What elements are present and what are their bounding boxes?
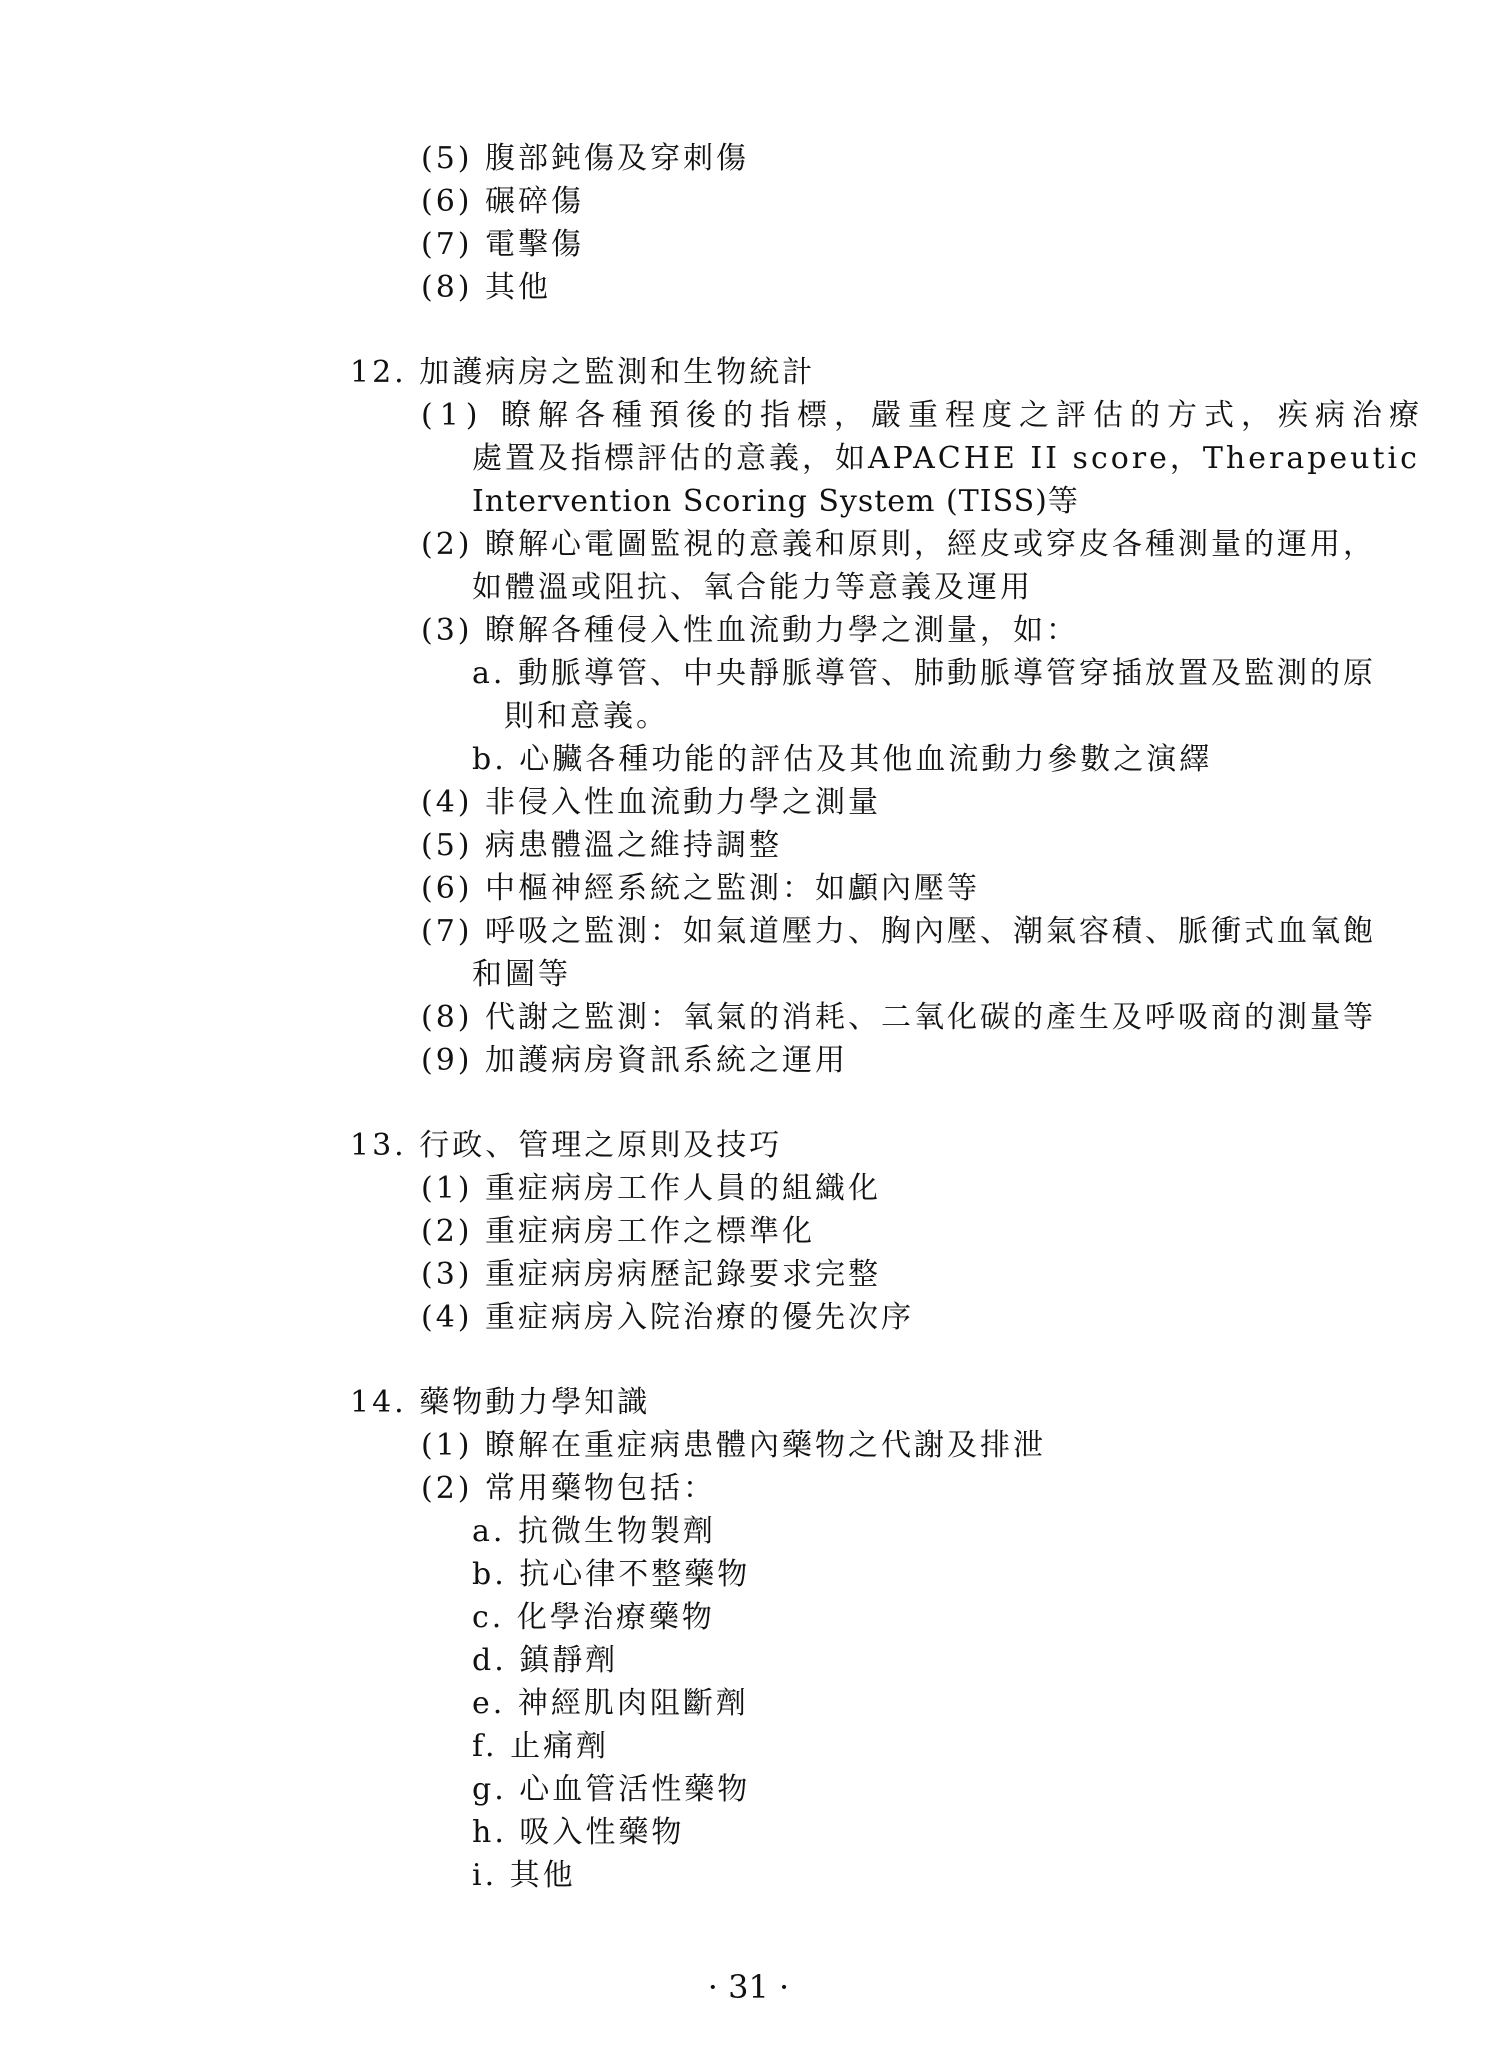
sec12-item-3b: b. 心臟各種功能的評估及其他血流動力參數之演繹 — [472, 742, 1213, 777]
sec11-item-8: (8) 其他 — [421, 270, 552, 305]
sec12-item-9: (9) 加護病房資訊系統之運用 — [421, 1043, 849, 1078]
sec14-subitem-h: h. 吸入性藥物 — [472, 1815, 685, 1850]
sec14-item-2: (2) 常用藥物包括： — [421, 1471, 717, 1506]
sec12-item-7-line-1: (7) 呼吸之監測：如氣道壓力、胸內壓、潮氣容積、脈衝式血氧飽 — [421, 914, 1377, 949]
sec13-item-4: (4) 重症病房入院治療的優先次序 — [421, 1300, 915, 1335]
sec14-subitem-e: e. 神經肌肉阻斷劑 — [472, 1686, 749, 1721]
sec14-subitem-b: b. 抗心律不整藥物 — [472, 1557, 751, 1592]
sec12-item-2-line-1: (2) 瞭解心電圖監視的意義和原則，經皮或穿皮各種測量的運用， — [421, 527, 1377, 562]
sec12-item-3a-line-2: 則和意義。 — [504, 699, 669, 734]
sec14-subitem-i: i. 其他 — [472, 1858, 576, 1893]
sec12-item-1-line-1: (1) 瞭解各種預後的指標，嚴重程度之評估的方式，疾病治療 — [421, 398, 1427, 433]
sec12-item-1-line-3: Intervention Scoring System (TISS)等 — [472, 484, 1079, 519]
sec14-heading: 14. 藥物動力學知識 — [350, 1385, 651, 1420]
sec12-item-2-line-2: 如體溫或阻抗、氧合能力等意義及運用 — [472, 570, 1033, 605]
sec12-item-6: (6) 中樞神經系統之監測：如顱內壓等 — [421, 871, 981, 906]
sec12-item-3: (3) 瞭解各種侵入性血流動力學之測量，如： — [421, 613, 1080, 648]
sec12-item-4: (4) 非侵入性血流動力學之測量 — [421, 785, 882, 820]
sec14-item-1: (1) 瞭解在重症病患體內藥物之代謝及排泄 — [421, 1428, 1047, 1463]
sec13-item-3: (3) 重症病房病歷記錄要求完整 — [421, 1257, 882, 1292]
sec11-item-7: (7) 電擊傷 — [421, 227, 585, 262]
sec12-item-1-line-2: 處置及指標評估的意義，如APACHE II score，Therapeutic — [472, 441, 1420, 476]
sec14-subitem-d: d. 鎮靜劑 — [472, 1643, 619, 1678]
sec13-heading: 13. 行政、管理之原則及技巧 — [350, 1128, 783, 1163]
sec13-item-2: (2) 重症病房工作之標準化 — [421, 1214, 816, 1249]
sec12-heading: 12. 加護病房之監測和生物統計 — [350, 355, 816, 390]
sec12-item-3a-line-1: a. 動脈導管、中央靜脈導管、肺動脈導管穿插放置及監測的原 — [472, 656, 1376, 691]
sec11-item-5: (5) 腹部鈍傷及穿刺傷 — [421, 141, 750, 176]
sec12-item-8: (8) 代謝之監測：氧氣的消耗、二氧化碳的產生及呼吸商的測量等 — [421, 1000, 1377, 1035]
sec14-subitem-a: a. 抗微生物製劑 — [472, 1514, 716, 1549]
sec14-subitem-f: f. 止痛劑 — [472, 1729, 610, 1764]
sec12-item-7-line-2: 和圖等 — [472, 957, 571, 992]
sec12-item-5: (5) 病患體溫之維持調整 — [421, 828, 783, 863]
sec14-subitem-c: c. 化學治療藥物 — [472, 1600, 715, 1635]
sec11-item-6: (6) 碾碎傷 — [421, 184, 585, 219]
sec13-item-1: (1) 重症病房工作人員的組織化 — [421, 1171, 882, 1206]
page-number: · 31 · — [707, 1968, 790, 2006]
sec14-subitem-g: g. 心血管活性藥物 — [472, 1772, 751, 1807]
